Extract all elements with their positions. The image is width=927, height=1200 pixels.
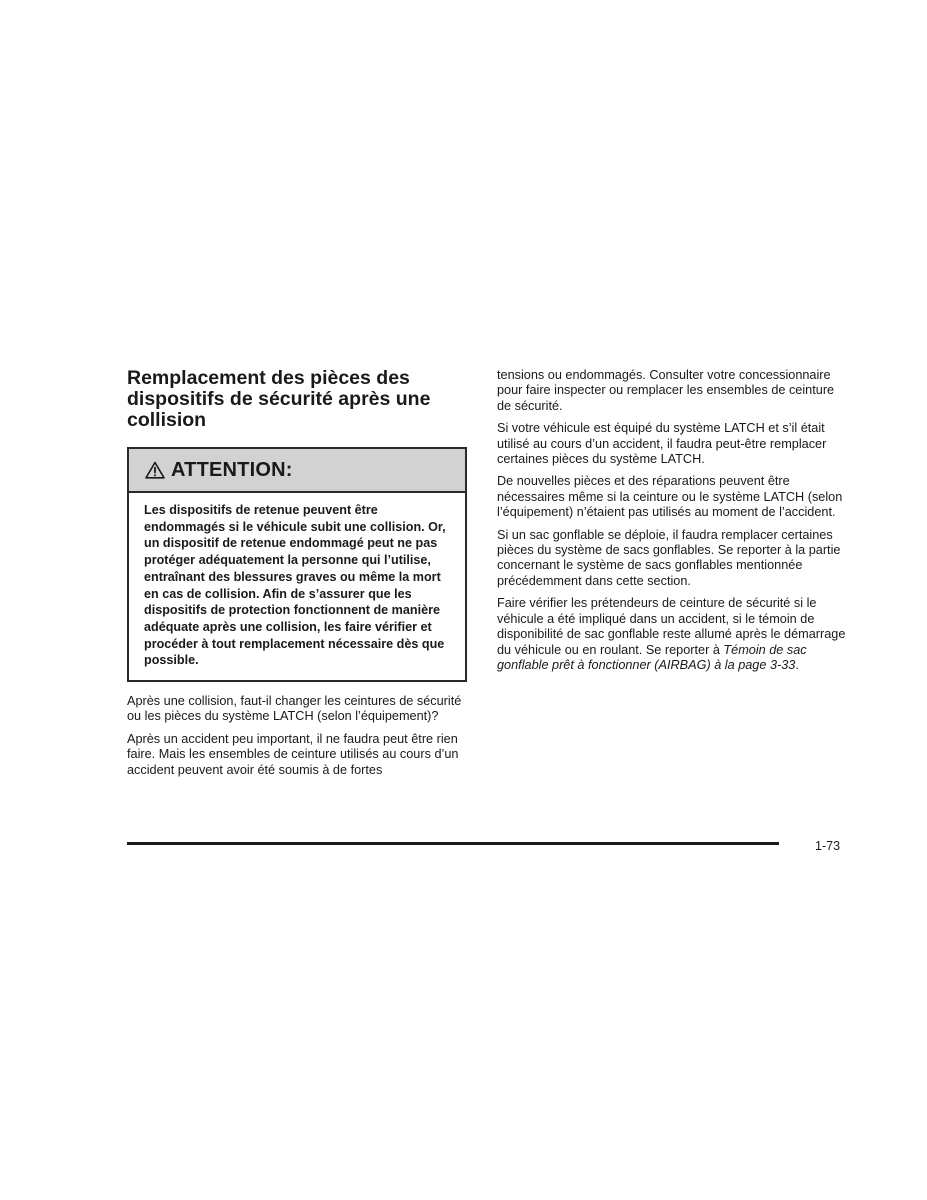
warning-triangle-icon (145, 461, 165, 479)
paragraph: Si un sac gonflable se déploie, il faudra remplacer certaines pièces du système de sacs gonflables. Se reporter à la partie concernant le système de sacs gonflables mentionnée précédemment dans cette section. (497, 527, 841, 588)
attention-header (129, 449, 465, 493)
page-number: 1-73 (815, 839, 841, 853)
paragraph: Après une collision, faut-il changer les ceintures de sécurité ou les pièces du système LATCH (selon l’équipement)? (127, 694, 462, 724)
left-paragraphs (127, 694, 471, 778)
section-title: Remplacement des pièces des dispositifs de sécurité après une collision (127, 367, 431, 431)
paragraph-end: . (795, 657, 799, 672)
paragraph: Après un accident peu important, il ne faudra peut être rien faire. Mais les ensembles de ceinture utilisés au cours d’un accident peuvent avoir été soumis à de fortes (127, 731, 459, 777)
paragraph: Si votre véhicule est équipé du système LATCH et s’il était utilisé au cours d’un accident, il faudra peut-être remplacer certaines pièces du système LATCH. (497, 421, 827, 467)
footer-rule (127, 842, 779, 845)
attention-label: ATTENTION: (171, 458, 293, 481)
attention-text: Les dispositifs de retenue peuvent être endommagés si le véhicule subit une collision. Or, un dispositif de retenue endommagé peut ne pas protéger adéquatement la personne qui l’utilise, entraînant des blessures graves ou même la mort en cas de collision. Afin de s’assurer que les dispositifs de protection fonctionnent de manière adéquate après une collision, les faire vérifier et procéder à tout remplacement nécessaire dès que possible. (144, 503, 446, 668)
right-column (497, 368, 847, 680)
paragraph-last (497, 596, 847, 673)
attention-box (127, 447, 467, 682)
paragraph-text: Faire vérifier les prétendeurs de ceinture de sécurité si le véhicule a été impliqué dans un accident, si le témoin de disponibilité de sac gonflable reste allumé après le démarrage du véhicule ou en roulant. Se reporter à (497, 596, 846, 657)
paragraph: tensions ou endommagés. Consulter votre concessionnaire pour faire inspecter ou remplacer les ensembles de ceinture de sécurité. (497, 368, 835, 413)
paragraph: De nouvelles pièces et des réparations peuvent être nécessaires même si la ceinture ou le système LATCH (selon l’équipement) n’étaient pas utilisés au moment de l’accident. (497, 474, 843, 520)
cross-reference-link[interactable]: Témoin de sac gonflable prêt à fonctionner (AIRBAG) à la page 3-33 (497, 642, 807, 672)
left-column (127, 368, 471, 785)
